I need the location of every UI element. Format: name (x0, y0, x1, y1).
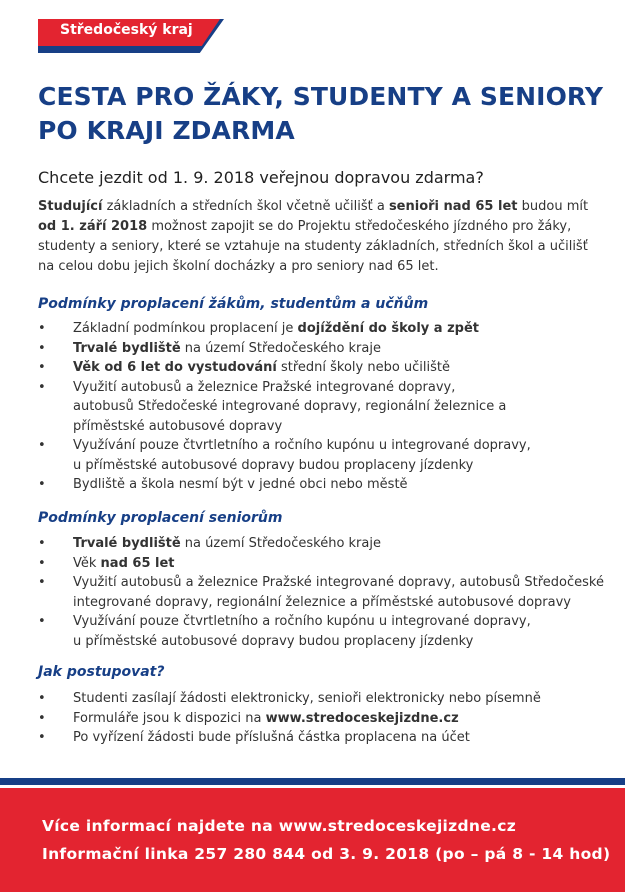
bullet-icon: • (38, 321, 46, 336)
intro-line-3: studenty a seniory, které se vztahuje na studenty základních, středních škol a učilišť (38, 239, 588, 254)
bullet-icon: • (38, 555, 46, 571)
list-item (38, 378, 598, 437)
list-item-text: Studenti zasílají žádosti elektronicky, senioři elektronicky nebo písemně (73, 691, 541, 706)
list-item-text: Využívání pouze čtvrtletního a ročního kupónu u integrované dopravy, (73, 614, 531, 629)
list-item (38, 475, 598, 495)
list-item-text: na území Středočeského kraje (180, 340, 381, 356)
bullet-icon: • (38, 691, 46, 706)
bullet-icon: • (38, 379, 46, 395)
bullet-icon: • (38, 536, 46, 551)
region-tag (38, 19, 224, 53)
seniors-conditions-list (38, 534, 604, 651)
list-item (38, 436, 598, 475)
list-item (38, 358, 598, 378)
list-item (38, 554, 598, 574)
list-item-text: Věk (73, 555, 101, 571)
list-item-text: Využití autobusů a železnice Pražské integrované dopravy, autobusů Středočeské (73, 575, 604, 590)
list-item-bold: Trvalé bydliště (73, 536, 181, 551)
list-item (38, 534, 598, 554)
page-title (38, 80, 604, 148)
page-subtitle: Chcete jezdit od 1. 9. 2018 veřejnou dopravou zdarma? (38, 168, 484, 187)
intro-line-4: na celou dobu jejich školní docházky a pro seniory nad 65 let. (38, 259, 439, 274)
footer-phone-line: Informační linka 257 280 844 od 3. 9. 2018 (po – pá 8 - 14 hod) (42, 845, 611, 863)
list-item-text: autobusů Středočeské integrované dopravy, regionální železnice a (73, 399, 507, 414)
howto-steps-list (38, 689, 598, 748)
footer-banner (0, 788, 625, 892)
intro-text: základních a středních škol včetně učilišť a (102, 199, 389, 214)
list-item-text: u příměstské autobusové dopravy budou proplaceny jízdenky (73, 633, 474, 649)
list-item-bold: Trvalé bydliště (73, 340, 181, 356)
seniors-section-heading: Podmínky proplacení seniorům (38, 510, 283, 526)
intro-bold-date: od 1. září 2018 (38, 219, 148, 234)
list-item-text: Formuláře jsou k dispozici na (73, 710, 266, 726)
intro-paragraph (38, 197, 598, 277)
list-item-bold: dojíždění do školy a zpět (297, 321, 480, 336)
students-conditions-list (38, 319, 598, 495)
list-item-text: střední školy nebo učiliště (276, 360, 451, 375)
intro-text: budou mít (517, 199, 589, 214)
intro-line-1 (38, 197, 598, 217)
intro-bold-seniors: senioři nad 65 let (388, 199, 518, 214)
list-item-bold: Věk od 6 let do vystudování (73, 360, 277, 375)
bullet-icon: • (38, 614, 46, 629)
bullet-icon: • (38, 477, 46, 492)
intro-bold-students: Studující (38, 199, 103, 214)
list-item-text: Využívání pouze čtvrtletního a ročního kupónu u integrované dopravy, (73, 438, 531, 453)
page-title-line-1: CESTA PRO ŽÁKY, STUDENTY A SENIORY (38, 82, 604, 111)
list-item (38, 709, 598, 729)
bullet-icon: • (38, 575, 46, 590)
list-item-text: příměstské autobusové dopravy (73, 418, 283, 434)
bullet-icon: • (38, 730, 46, 745)
intro-text: možnost zapojit se do Projektu středočeského jízdného pro žáky, (147, 219, 572, 234)
list-item (38, 339, 598, 359)
list-item (38, 689, 598, 709)
bullet-icon: • (38, 340, 46, 356)
list-item-text: Bydliště a škola nesmí být v jedné obci nebo městě (73, 477, 408, 492)
bullet-icon: • (38, 360, 46, 375)
footer-blue-stripe (0, 778, 625, 785)
bullet-icon: • (38, 438, 46, 453)
list-item-text: Využití autobusů a železnice Pražské integrované dopravy, (73, 379, 456, 395)
students-section-heading: Podmínky proplacení žákům, studentům a učňům (38, 296, 429, 312)
list-item-bold: nad 65 let (100, 555, 175, 571)
list-item-text: Po vyřízení žádosti bude příslušná částka proplacena na účet (73, 730, 470, 745)
bullet-icon: • (38, 710, 46, 726)
list-item (38, 612, 598, 651)
website-link[interactable]: www.stredoceskejizdne.cz (265, 710, 459, 726)
intro-line-2 (38, 217, 598, 237)
list-item (38, 319, 598, 339)
list-item (38, 573, 604, 612)
howto-section-heading: Jak postupovat? (38, 664, 165, 680)
footer-website-line: Více informací najdete na www.stredoceskejizdne.cz (42, 817, 517, 835)
region-tag-label: Středočeský kraj (60, 22, 193, 38)
list-item-text: na území Středočeského kraje (180, 536, 381, 551)
list-item (38, 728, 598, 748)
list-item-text: Základní podmínkou proplacení je (73, 321, 298, 336)
list-item-text: u příměstské autobusové dopravy budou proplaceny jízdenky (73, 457, 474, 473)
list-item-text: integrované dopravy, regionální železnice a příměstské autobusové dopravy (73, 594, 571, 610)
page-title-line-2: PO KRAJI ZDARMA (38, 116, 295, 145)
